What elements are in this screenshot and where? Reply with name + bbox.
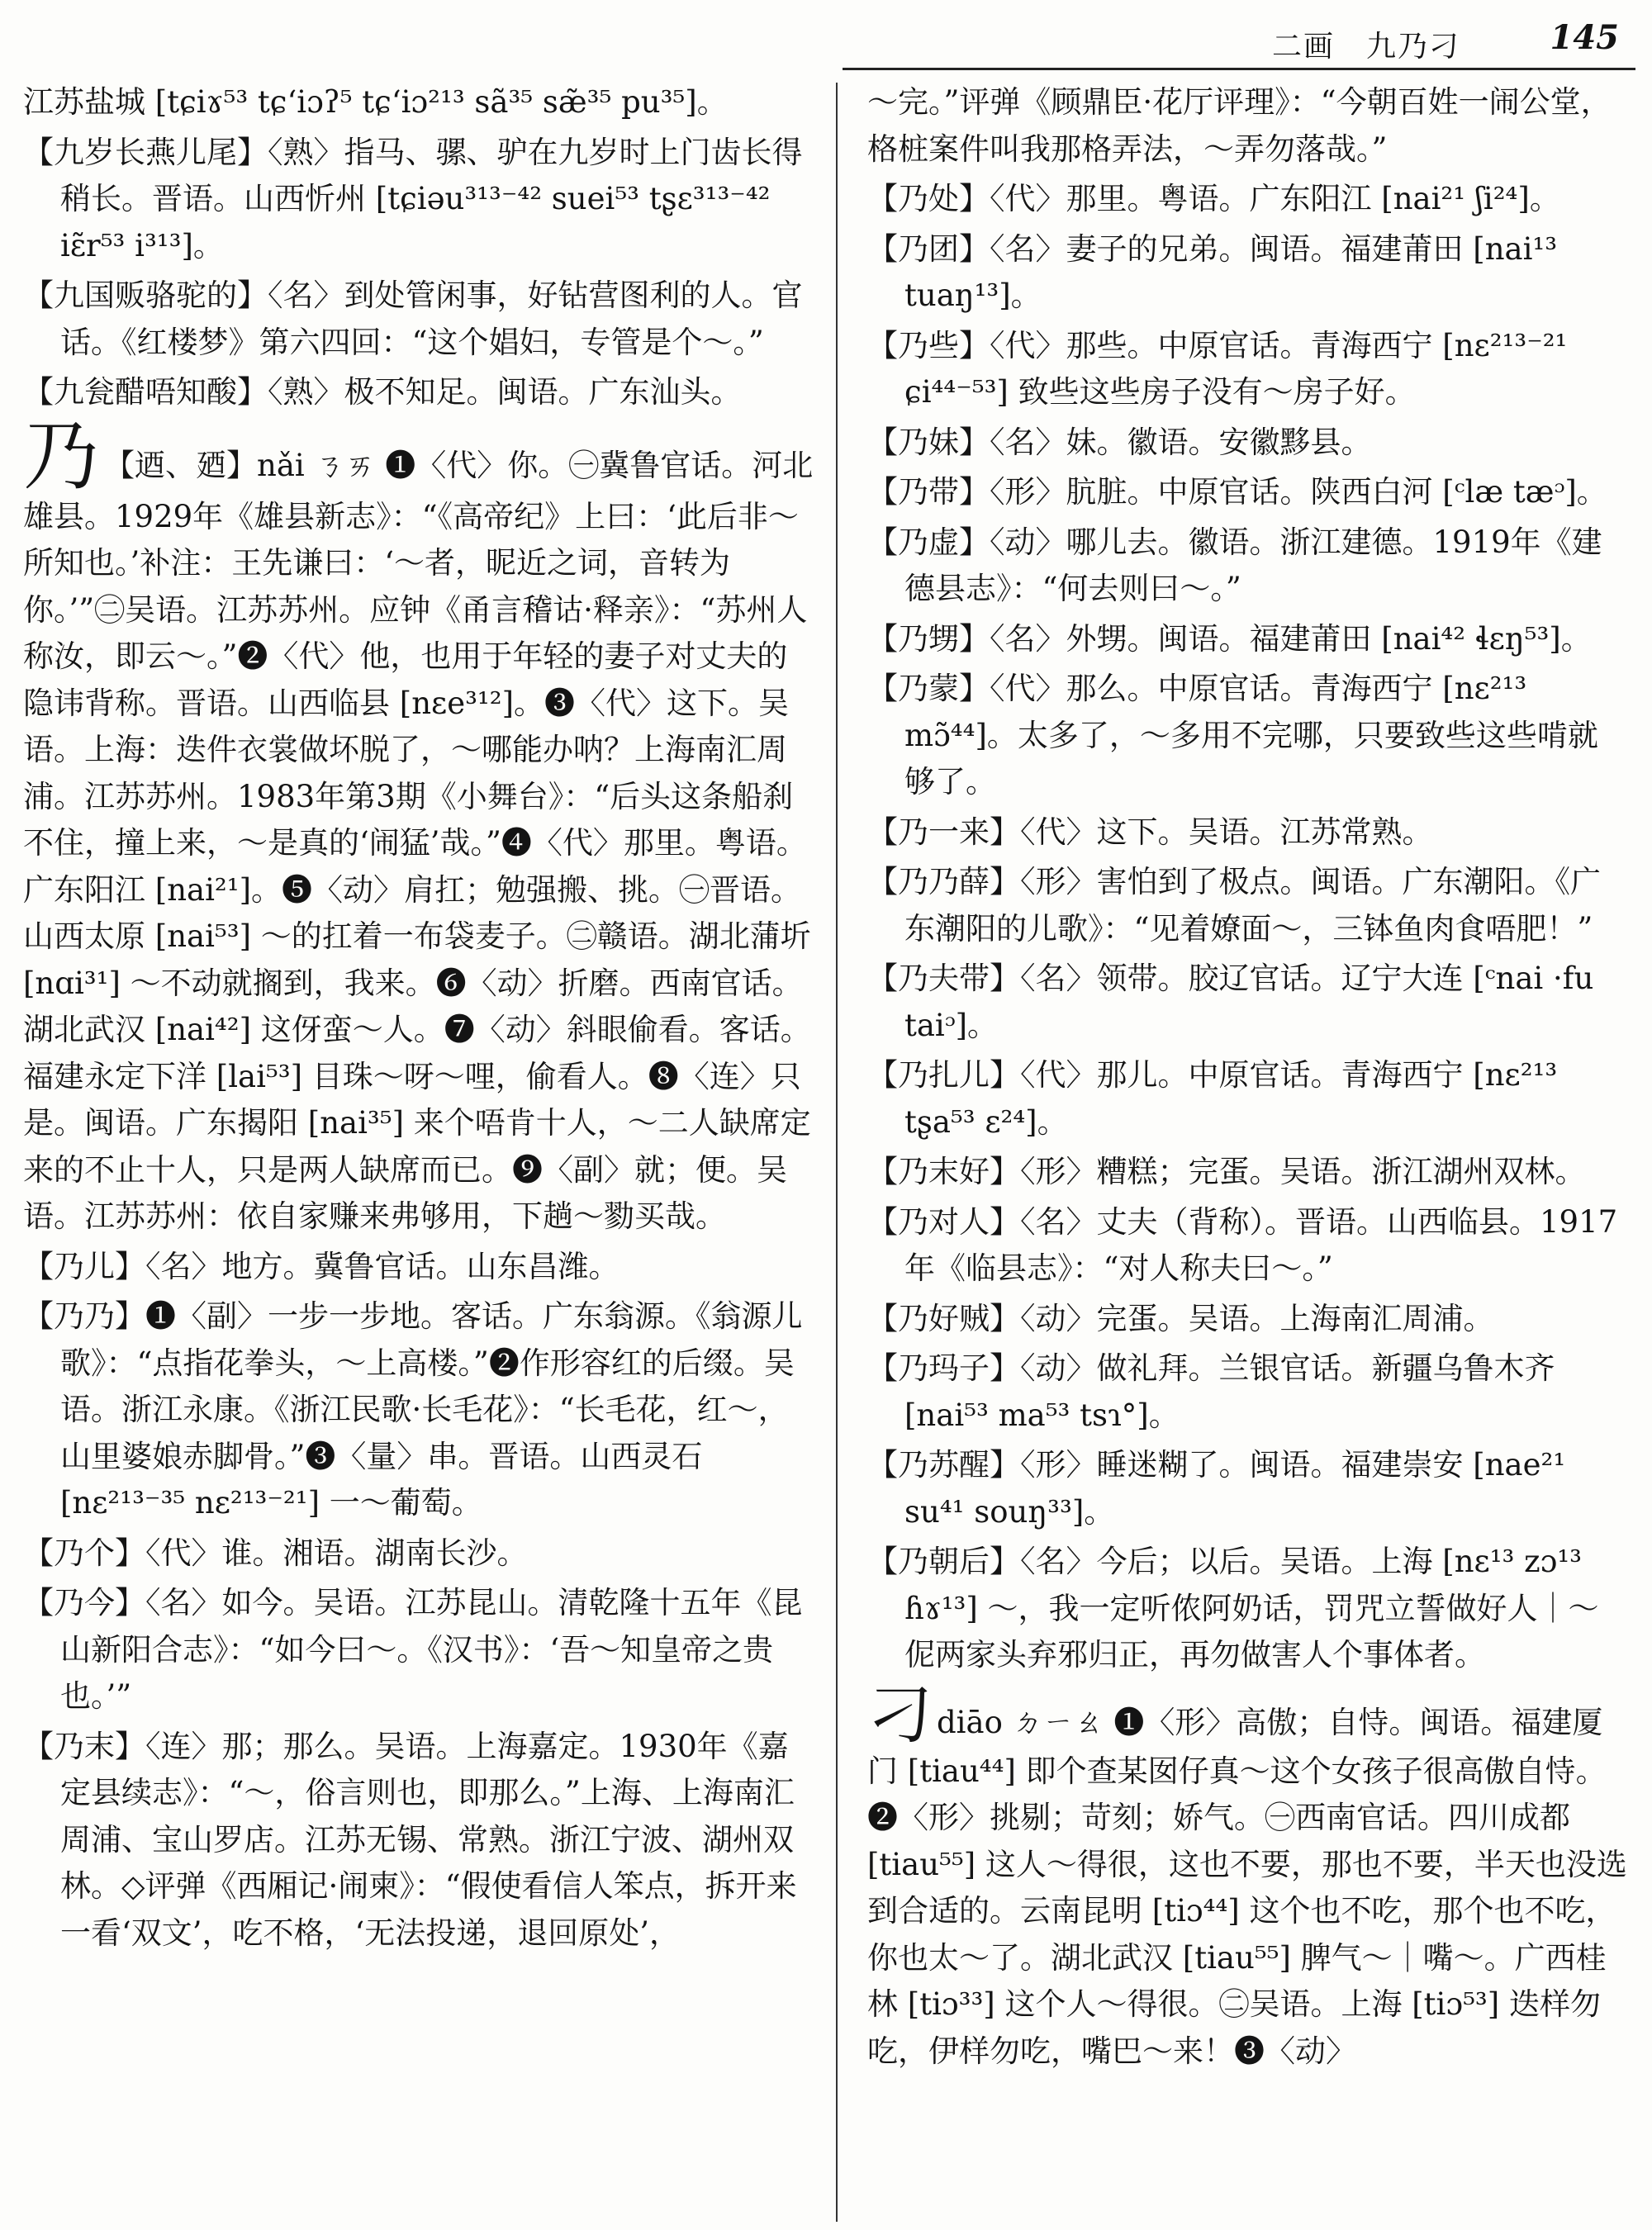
entry-text: 【乃甥】〈名〉外甥。闽语。福建莆田 [nai⁴² ɬɛŋ⁵³]。 [867,620,1592,657]
entry-text: 【乃乃】❶〈副〉一步一步地。客话。广东翁源。《翁源儿歌》：“点指花拳头，～上高楼。”❷作形容红的后缀。吴语。浙江永康。《浙江民歌·长毛花》：“长毛花，红～，山里婆娘赤脚骨。”❸〈量〉串。晋语。山西灵石 [nɛ²¹³⁻³⁵ nɛ²¹³⁻²¹] 一～葡萄。 [23,1298,803,1521]
head-character-entry [867,1676,1627,2076]
dictionary-entry [867,520,1627,613]
header-rule [843,68,1635,70]
dictionary-entry [23,369,816,416]
entry-text: 【乃对人】〈名〉丈夫（背称）。晋语。山西临县。1917年《临县志》：“对人称夫曰～。” [867,1203,1618,1286]
dictionary-entry [23,1580,816,1720]
entry-text: 【乃带】〈形〉肮脏。中原官话。陕西白河 [ᶜlæ tæᵓ]。 [867,474,1607,510]
dictionary-entry [867,956,1627,1049]
entry-text: 【乃苏醒】〈形〉睡迷糊了。闽语。福建崇安 [nae²¹ su⁴¹ souŋ³³]。 [867,1447,1566,1530]
entry-text: diāo ㄉㄧㄠ ❶〈形〉高傲；自恃。闽语。福建厦门 [tiau⁴⁴] 即个查某囡仔真～这个女孩子很高傲自恃。❷〈形〉挑剔；苛刻；娇气。㊀西南官话。四川成都 [tiau⁵⁵] 这人～得很，这也不要，那也不要，半天也没选到合适的。云南昆明 [tiɔ⁴⁴] 这个也不吃，那个也不吃，你也太～了。湖北武汉 [tiau⁵⁵] 脾气～｜嘴～。广西桂林 [tiɔ³³] 这个人～得很。㊁吴语。上海 [tiɔ⁵³] 迭样勿吃，伊样勿吃，嘴巴～来！❸〈动〉 [867,1704,1627,2069]
entry-text: 【九国贩骆驼的】〈名〉到处管闲事，好钻营图利的人。官话。《红楼梦》第六四回：“这个娼妇，专管是个～。” [23,278,803,360]
entry-text: 【九岁长燕儿尾】〈熟〉指马、骡、驴在九岁时上门齿长得稍长。晋语。山西忻州 [tɕiəu³¹³⁻⁴² suei⁵³ tʂɛ³¹³⁻⁴² iɛ̃r⁵³ i³¹³]。 [23,134,803,263]
entry-text: 【乃末】〈连〉那；那么。吴语。上海嘉定。1930年《嘉定县续志》：“～，俗言则也，即那么。”上海、上海南汇周浦、宝山罗店。江苏无锡、常熟。浙江宁波、湖州双林。◇评弹《西厢记·闹柬》：“假使看信人笨点，拆开来一看‘双文’，吃不格，‘无法投递，退回原处’， [23,1728,797,1951]
entry-text: 【乃处】〈代〉那里。粤语。广东阳江 [nai²¹ ʃi²⁴]。 [867,181,1560,216]
head-character: 乃 [23,411,100,501]
entry-text: 【乃扎儿】〈代〉那儿。中原官话。青海西宁 [nɛ²¹³ tʂa⁵³ ɛ²⁴]。 [867,1057,1558,1140]
dictionary-entry [867,666,1627,806]
dictionary-entry [23,1724,816,1957]
entry-text: 【乃蒙】〈代〉那么。中原官话。青海西宁 [nɛ²¹³ mɔ̃⁴⁴]。太多了，～多用不完哪，只要致些这些啃就够了。 [867,671,1598,799]
entry-text: 【迺、廼】nǎi ㄋㄞ ❶〈代〉你。㊀冀鲁官话。河北雄县。1929年《雄县新志》：“《高帝纪》上曰：‘此后非～所知也。’补注：王先谦曰：‘～者，昵近之词，音转为你。’”㊁吴语。江苏苏州。应钟《甬言稽诂·释亲》：“苏州人称汝，即云～。”❷〈代〉他，也用于年轻的妻子对丈夫的隐讳背称。晋语。山西临县 [nɛe³¹²]。❸〈代〉这下。吴语。上海：迭件衣裳做坏脱了，～哪能办呐？上海南汇周浦。江苏苏州。1983年第3期《小舞台》：“后头这条船刹不住，撞上来，～是真的‘闹猛’哉。”❹〈代〉那里。粤语。广东阳江 [nai²¹]。❺〈动〉肩扛；勉强搬、挑。㊀晋语。山西太原 [nai⁵³] ～的扛着一布袋麦子。㊁赣语。湖北蒲圻 [nɑi³¹] ～不动就搁到，我来。❻〈动〉折磨。西南官话。湖北武汉 [nai⁴²] 这伢蛮～人。❼〈动〉斜眼偷看。客话。福建永定下洋 [lai⁵³] 目珠～呀～哩，偷看人。❽〈连〉只是。闽语。广东揭阳 [nai³⁵] 来个唔肯十人，～二人缺席定来的不止十人，只是两人缺席而已。❾〈副〉就；便。吴语。江苏苏州：依自家赚来弗够用，下趟～勠买哉。 [23,447,814,1234]
entry-text: 【九瓮醋唔知酸】〈熟〉极不知足。闽语。广东汕头。 [23,374,742,410]
entry-text: 【乃玛子】〈动〉做礼拜。兰银官话。新疆乌鲁木齐 [nai⁵³ ma⁵³ tsɿ°]。 [867,1350,1555,1433]
entry-text: 江苏盐城 [tɕiɤ⁵³ tɕʻiɔʔ⁵ tɕʻiɔ²¹³ sã³⁵ sæ̃³⁵ pu³⁵]。 [23,84,728,120]
page-header [843,18,1619,63]
entry-text: 【乃个】〈代〉谁。湘语。湖南长沙。 [23,1535,528,1571]
dictionary-entry [867,1296,1627,1343]
entry-text: 【乃妹】〈名〉妹。徽语。安徽黟县。 [867,424,1372,460]
head-character: 刁 [867,1676,933,1753]
entry-text: 【乃今】〈名〉如今。吴语。江苏昆山。清乾隆十五年《昆山新阳合志》：“如今曰～。《汉书》：‘吾～知皇帝之贵也。’” [23,1585,803,1714]
head-character-entry [23,411,816,1241]
dictionary-entry [867,1345,1627,1439]
entry-text: 【乃乃薛】〈形〉害怕到了极点。闽语。广东潮阳。《广东潮阳的儿歌》：“见着嫽面～，三钵鱼肉食唔肥！” [867,864,1601,947]
continued-text [867,79,1627,173]
entry-text: 【乃虚】〈动〉哪儿去。徽语。浙江建德。1919年《建德县志》：“何去则曰～。” [867,524,1602,606]
entry-text: 【乃儿】〈名〉地方。冀鲁官话。山东昌潍。 [23,1248,620,1284]
dictionary-entry [867,859,1627,952]
entry-text: 【乃好贼】〈动〉完蛋。吴语。上海南汇周浦。 [867,1300,1494,1336]
page-number: 145 [1550,18,1619,57]
dictionary-entry [867,469,1627,516]
dictionary-entry [867,1539,1627,1679]
entry-text: 【乃朝后】〈名〉今后；以后。吴语。上海 [nɛ¹³ zɔ¹³ ɦɤ¹³] ～，我一定听侬阿奶话，罚咒立誓做好人｜～伲两家头弃邪归正，再勿做害人个事体者。 [867,1544,1599,1672]
dictionary-entry [867,1442,1627,1535]
dictionary-entry [867,226,1627,320]
left-column [23,79,816,1960]
dictionary-entry [867,616,1627,663]
dictionary-entry [867,809,1627,856]
column-divider [836,83,838,2222]
dictionary-entry [867,420,1627,467]
dictionary-entry [23,1293,816,1527]
dictionary-entry [867,1149,1627,1196]
entry-text: ～完。”评弹《顾鼎臣·花厅评理》：“今朝百姓一闹公堂，格桩案件叫我那格弄法，～弄勿落哉。” [867,84,1612,167]
dictionary-entry [867,1199,1627,1293]
continued-text [23,79,816,126]
entry-text: 【乃末好】〈形〉糟糕；完蛋。吴语。浙江湖州双林。 [867,1154,1586,1189]
right-column [867,79,1627,2078]
dictionary-entry [23,130,816,270]
entry-text: 【乃些】〈代〉那些。中原官话。青海西宁 [nɛ²¹³⁻²¹ ɕi⁴⁴⁻⁵³] 致些这些房子没有～房子好。 [867,327,1568,410]
entry-text: 【乃团】〈名〉妻子的兄弟。闽语。福建莆田 [nai¹³ tuaŋ¹³]。 [867,230,1558,313]
dictionary-entry [23,1530,816,1578]
dictionary-entry [23,273,816,366]
dictionary-entry [867,323,1627,416]
dictionary-entry [23,1244,816,1291]
entry-text: 【乃一来】〈代〉这下。吴语。江苏常熟。 [867,814,1433,850]
section-title: 二画 九乃刁 [1272,30,1461,64]
dictionary-entry [867,1052,1627,1146]
dictionary-entry [867,176,1627,223]
entry-text: 【乃夫带】〈名〉领带。胶辽官话。辽宁大连 [ᶜnai ·fu taiᵓ]。 [867,961,1594,1043]
